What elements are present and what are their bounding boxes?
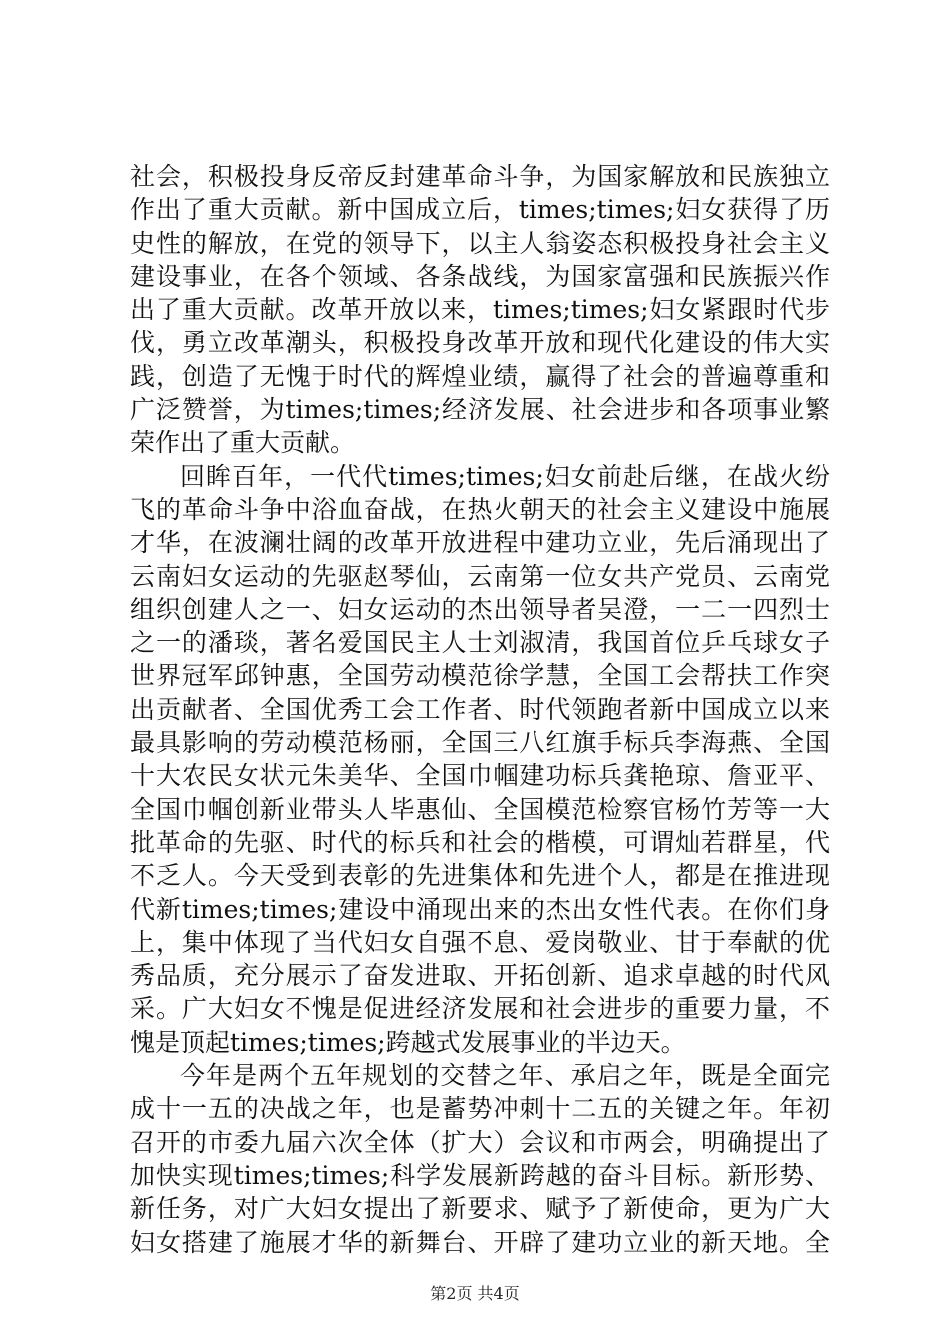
text-line: 秀品质，充分展示了奋发进取、开拓创新、追求卓越的时代风 — [130, 961, 830, 991]
paragraph — [130, 160, 830, 460]
text-line: 不乏人。今天受到表彰的先进集体和先进个人，都是在推进现 — [130, 861, 830, 891]
text-line: 愧是顶起times;times;跨越式发展事业的半边天。 — [130, 1027, 686, 1057]
paragraph — [130, 460, 830, 1059]
paragraph — [130, 1059, 830, 1259]
text-line: 伐，勇立改革潮头，积极投身改革开放和现代化建设的伟大实 — [130, 328, 830, 358]
text-line: 作出了重大贡献。新中国成立后，times;times;妇女获得了历 — [130, 195, 830, 225]
text-line: 十大农民女状元朱美华、全国巾帼建功标兵龚艳琼、詹亚平、 — [130, 761, 830, 791]
text-line: 飞的革命斗争中浴血奋战，在热火朝天的社会主义建设中施展 — [130, 494, 830, 524]
body-text — [130, 160, 830, 1259]
text-line: 才华，在波澜壮阔的改革开放进程中建功立业，先后涌现出了 — [130, 528, 830, 558]
text-line: 史性的解放，在党的领导下，以主人翁姿态积极投身社会主义 — [130, 228, 830, 258]
text-line: 妇女搭建了施展才华的新舞台、开辟了建功立业的新天地。全 — [130, 1227, 830, 1257]
text-line: 采。广大妇女不愧是促进经济发展和社会进步的重要力量，不 — [130, 994, 830, 1024]
text-line: 出了重大贡献。改革开放以来，times;times;妇女紧跟时代步 — [130, 295, 830, 325]
text-line: 践，创造了无愧于时代的辉煌业绩，赢得了社会的普遍尊重和 — [130, 361, 830, 391]
text-line: 今年是两个五年规划的交替之年、承启之年，既是全面完 — [180, 1061, 830, 1091]
text-line: 之一的潘琰，著名爱国民主人士刘淑清，我国首位乒乓球女子 — [130, 628, 830, 658]
text-line: 云南妇女运动的先驱赵琴仙，云南第一位女共产党员、云南党 — [130, 561, 830, 591]
text-line: 建设事业，在各个领域、各条战线，为国家富强和民族振兴作 — [130, 261, 830, 291]
text-line: 加快实现times;times;科学发展新跨越的奋斗目标。新形势、 — [130, 1160, 830, 1190]
text-line: 荣作出了重大贡献。 — [130, 428, 356, 458]
text-line: 回眸百年，一代代times;times;妇女前赴后继，在战火纷 — [180, 461, 830, 491]
text-line: 上，集中体现了当代妇女自强不息、爱岗敬业、甘于奉献的优 — [130, 927, 830, 957]
text-line: 召开的市委九届六次全体（扩大）会议和市两会，明确提出了 — [130, 1127, 830, 1157]
text-line: 最具影响的劳动模范杨丽，全国三八红旗手标兵李海燕、全国 — [130, 728, 830, 758]
text-line: 全国巾帼创新业带头人毕惠仙、全国模范检察官杨竹芳等一大 — [130, 794, 830, 824]
text-line: 批革命的先驱、时代的标兵和社会的楷模，可谓灿若群星，代 — [130, 827, 830, 857]
text-line: 广泛赞誉，为times;times;经济发展、社会进步和各项事业繁 — [130, 395, 830, 425]
text-line: 新任务，对广大妇女提出了新要求、赋予了新使命，更为广大 — [130, 1194, 830, 1224]
text-line: 代新times;times;建设中涌现出来的杰出女性代表。在你们身 — [130, 894, 830, 924]
text-line: 世界冠军邱钟惠，全国劳动模范徐学慧，全国工会帮扶工作突 — [130, 661, 830, 691]
page-footer: 第2页 共4页 — [430, 1284, 520, 1303]
text-line: 出贡献者、全国优秀工会工作者、时代领跑者新中国成立以来 — [130, 694, 830, 724]
text-line: 社会，积极投身反帝反封建革命斗争，为国家解放和民族独立 — [130, 162, 830, 191]
text-line: 组织创建人之一、妇女运动的杰出领导者吴澄，一二一四烈士 — [130, 594, 830, 624]
text-line: 成十一五的决战之年，也是蓄势冲刺十二五的关键之年。年初 — [130, 1094, 830, 1124]
